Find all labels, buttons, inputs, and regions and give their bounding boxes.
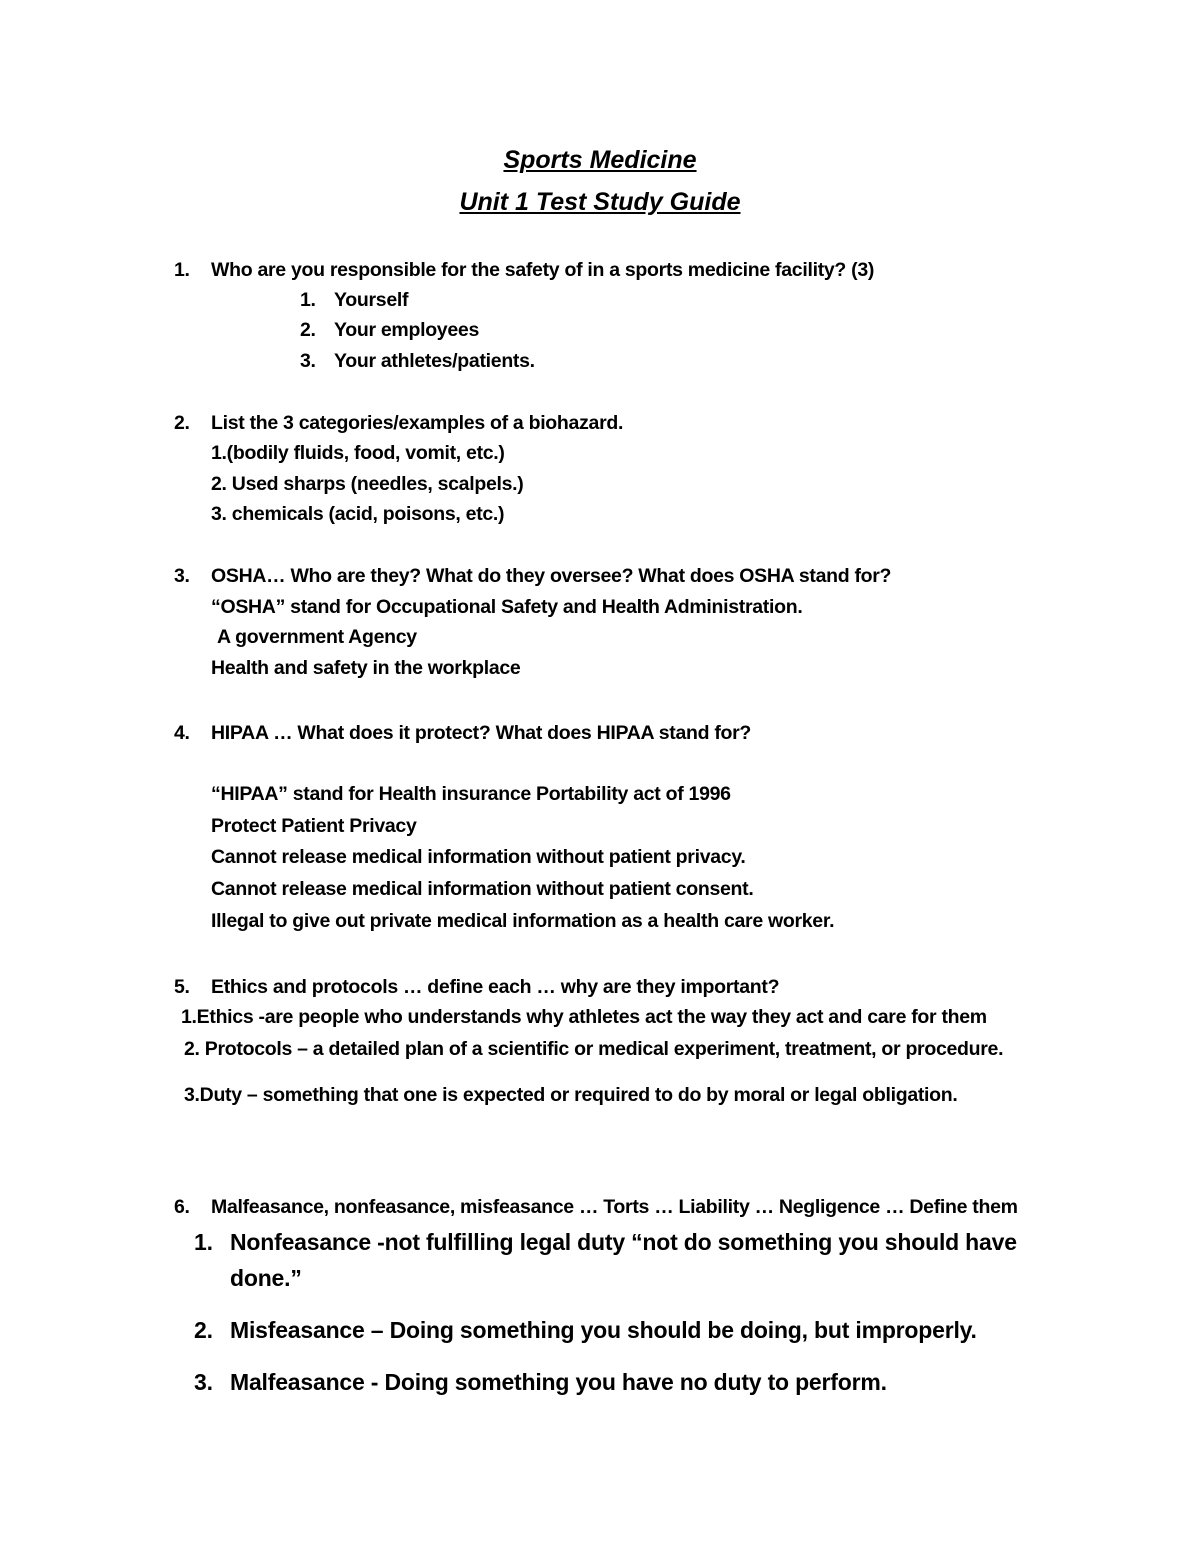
question-text: OSHA… Who are they? What do they oversee? What does OSHA stand for?	[211, 565, 892, 587]
question-number: 1.	[174, 259, 190, 281]
answer-number: 2.	[194, 1317, 213, 1343]
question-text: Ethics and protocols … define each … why are they important?	[211, 976, 780, 998]
q4-answer: Illegal to give out private medical information as a health care worker.	[211, 910, 835, 932]
answer-text: Malfeasance - Doing something you have no duty to perform.	[230, 1369, 887, 1395]
page-title: Sports Medicine	[503, 146, 697, 174]
answer-text: Yourself	[334, 289, 409, 311]
q3-answer: A government Agency	[217, 626, 417, 648]
question-text: List the 3 categories/examples of a biohazard.	[211, 412, 624, 434]
q5-answer: 2. Protocols – a detailed plan of a scientific or medical experiment, treatment, or procedure.	[184, 1038, 1004, 1060]
q4-answer: Cannot release medical information without patient privacy.	[211, 846, 746, 868]
answer-text: Your athletes/patients.	[334, 350, 535, 372]
question-text: HIPAA … What does it protect? What does HIPAA stand for?	[211, 722, 752, 744]
q2-answer: 2. Used sharps (needles, scalpels.)	[211, 473, 524, 495]
question-number: 5.	[174, 976, 190, 998]
q2-answer: 1.(bodily fluids, food, vomit, etc.)	[211, 442, 505, 464]
answer-number: 1.	[194, 1229, 213, 1255]
question-number: 3.	[174, 565, 190, 587]
q5-answer: 1.Ethics -are people who understands why athletes act the way they act and care for them	[181, 1006, 987, 1028]
question-number: 2.	[174, 412, 190, 434]
answer-text: Misfeasance – Doing something you should be doing, but improperly.	[230, 1317, 977, 1343]
answer-number: 3.	[194, 1369, 213, 1395]
q4-answer: Cannot release medical information without patient consent.	[211, 878, 754, 900]
q5-answer: 3.Duty – something that one is expected or required to do by moral or legal obligation.	[184, 1084, 958, 1106]
answer-number: 2.	[300, 319, 316, 341]
answer-number: 3.	[300, 350, 316, 372]
q6-answer-continued: done.”	[230, 1265, 302, 1291]
answer-text: Your employees	[334, 319, 479, 341]
q4-answer: Protect Patient Privacy	[211, 815, 417, 837]
q4-answer: “HIPAA” stand for Health insurance Portability act of 1996	[211, 783, 731, 805]
question-text: Who are you responsible for the safety of in a sports medicine facility? (3)	[211, 259, 875, 281]
q3-answer: Health and safety in the workplace	[211, 657, 521, 679]
answer-text: Nonfeasance -not fulfilling legal duty “not do something you should have	[230, 1229, 1017, 1255]
page-subtitle: Unit 1 Test Study Guide	[459, 188, 741, 216]
answer-number: 1.	[300, 289, 316, 311]
q3-answer: “OSHA” stand for Occupational Safety and Health Administration.	[211, 596, 803, 618]
question-number: 6.	[174, 1196, 190, 1218]
question-text: Malfeasance, nonfeasance, misfeasance … Torts … Liability … Negligence … Define them	[211, 1196, 1018, 1218]
question-number: 4.	[174, 722, 190, 744]
q2-answer: 3. chemicals (acid, poisons, etc.)	[211, 503, 505, 525]
